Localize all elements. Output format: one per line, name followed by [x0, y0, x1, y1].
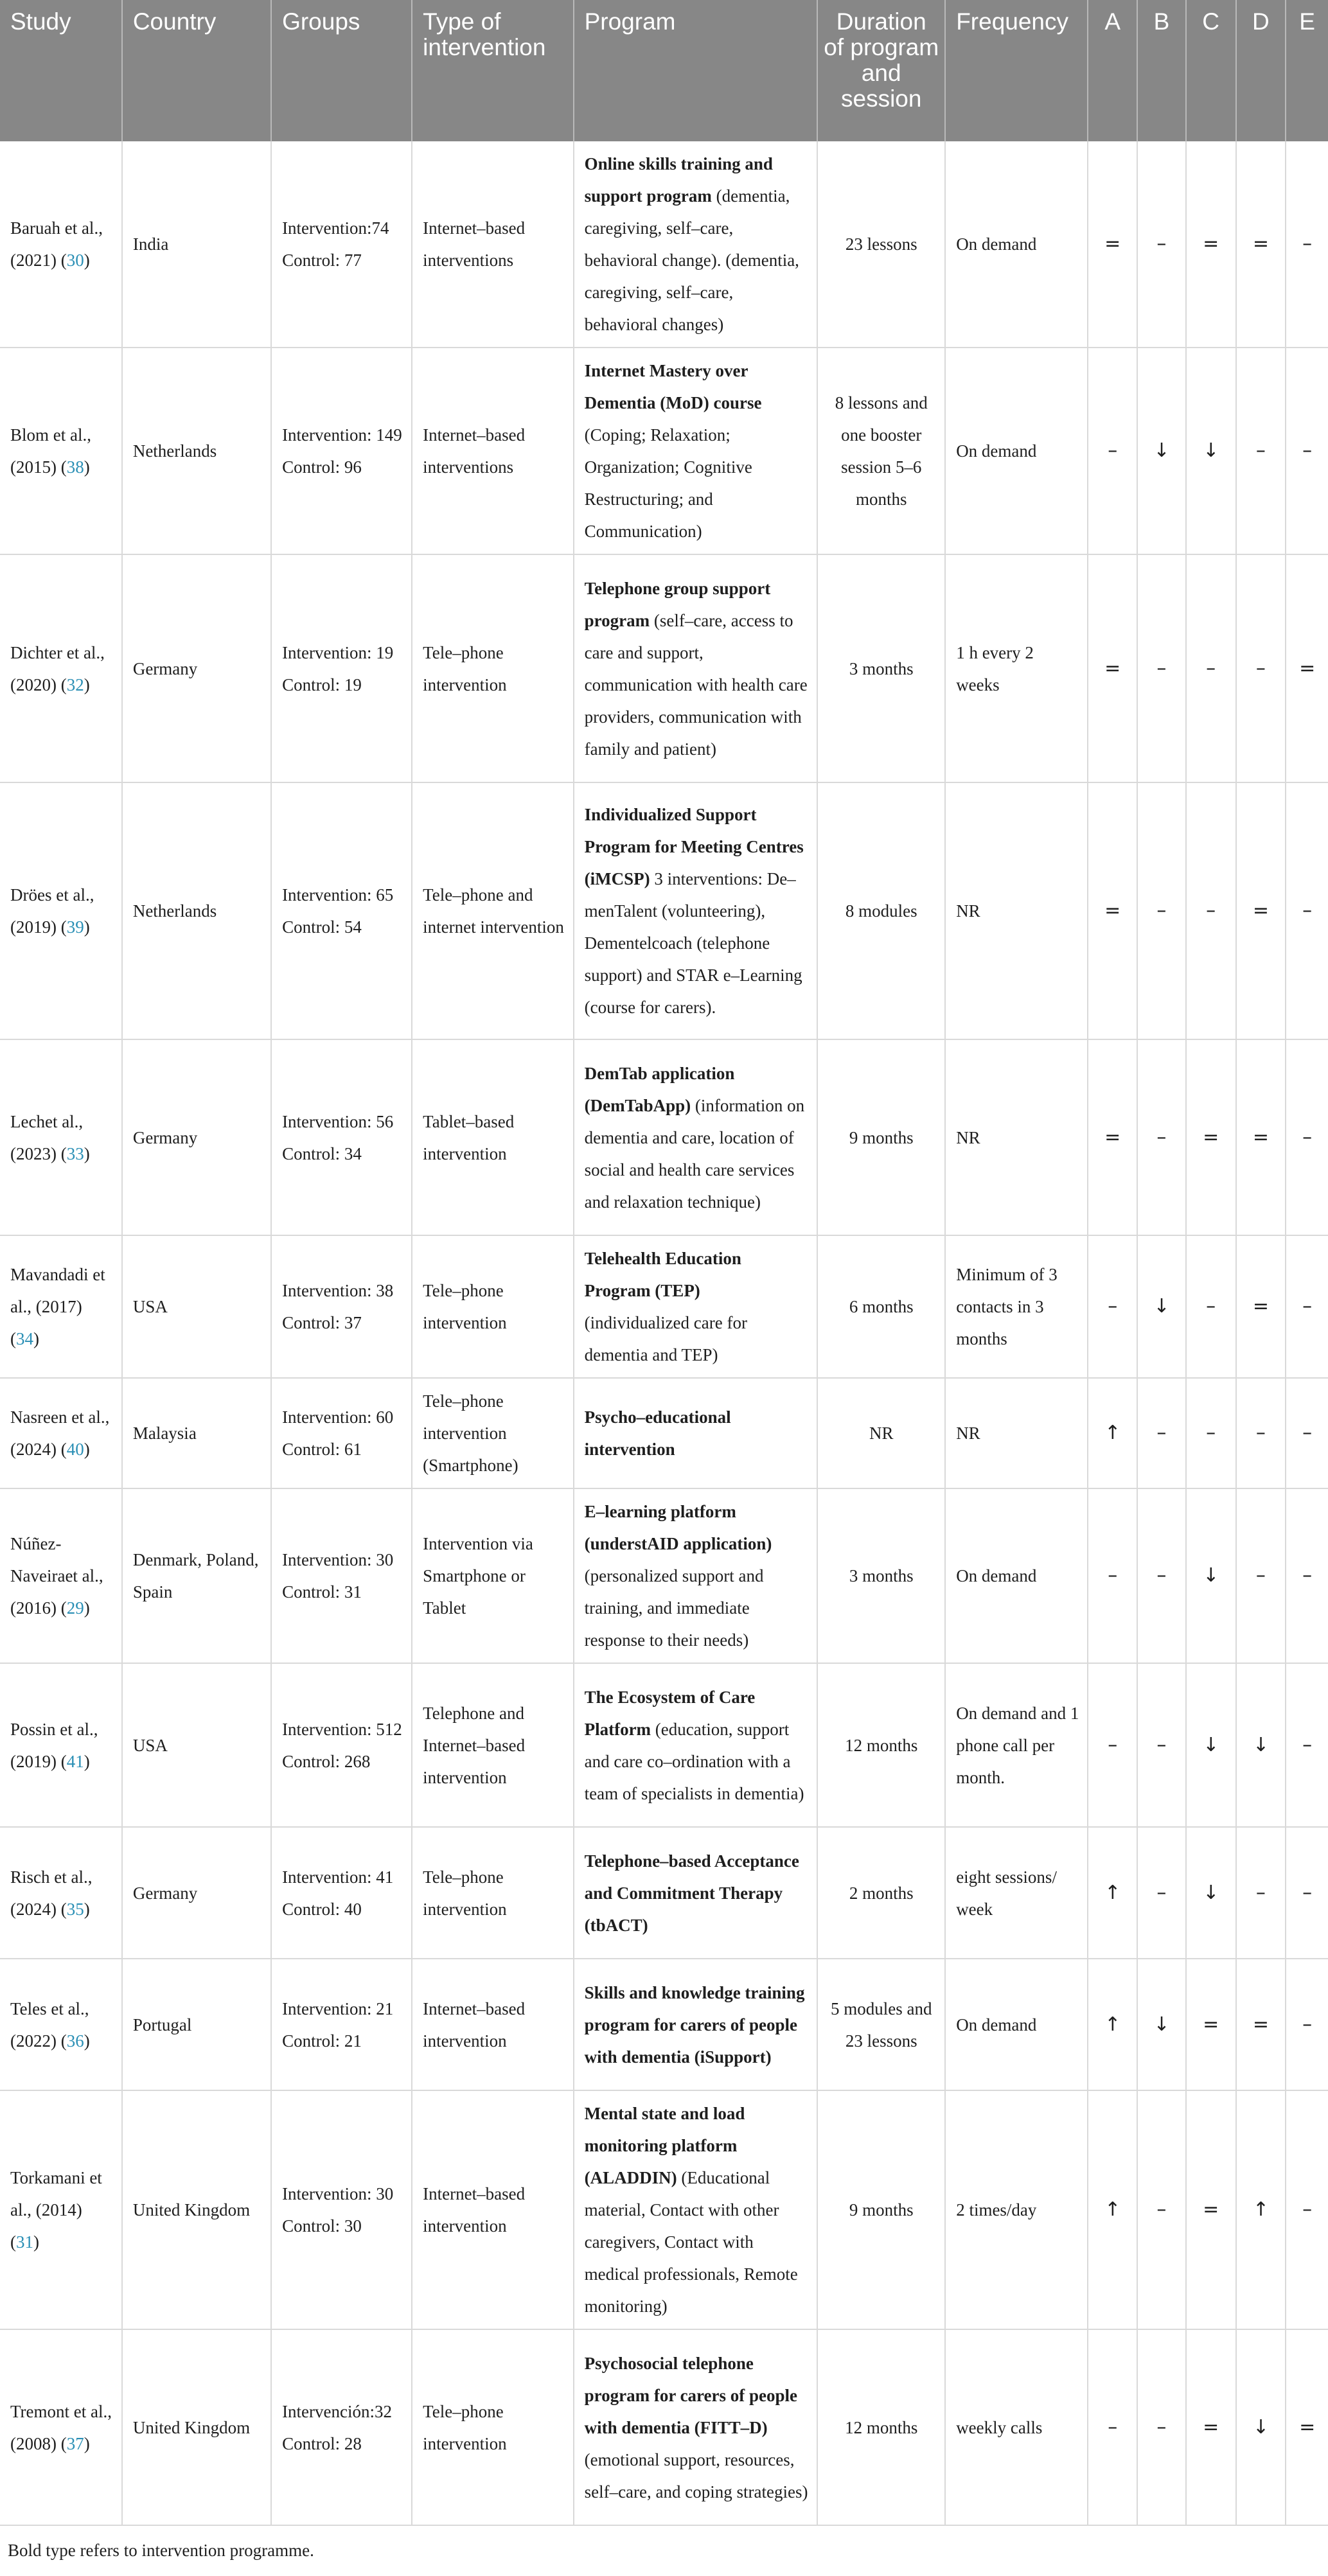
outcome-b-cell: ↓ [1137, 1959, 1186, 2090]
outcome-a-cell: – [1088, 348, 1137, 554]
type-cell: Internet–based interventions [412, 141, 573, 348]
study-cell: Blom et al., (2015) (38) [0, 348, 122, 554]
groups-cell: Intervention: 19 Control: 19 [271, 554, 412, 782]
study-name: Torkamani et al., (2014) [10, 2168, 102, 2219]
header-e: E [1286, 0, 1328, 141]
study-name: Dröes et al., (2019) [10, 885, 94, 937]
frequency-cell: eight sessions/ week [945, 1827, 1088, 1959]
study-cell: Possin et al., (2019) (41) [0, 1663, 122, 1827]
outcome-c-cell: = [1186, 1039, 1236, 1235]
table-footnote: Bold type refers to intervention programme. [8, 2541, 314, 2560]
program-description: (information on dementia and care, location of social and health care services and relaxation technique) [584, 1095, 805, 1212]
type-cell: Internet–based interventions [412, 348, 573, 554]
program-cell [574, 2329, 818, 2525]
reference-link[interactable]: 38 [66, 457, 84, 477]
duration-cell: 3 months [817, 554, 945, 782]
table-row [0, 1488, 1328, 1663]
table-row [0, 1039, 1328, 1235]
program-cell [574, 1378, 818, 1488]
outcome-a-cell: ↑ [1088, 1959, 1137, 2090]
reference-link[interactable]: 41 [66, 1751, 84, 1771]
country-cell: Netherlands [122, 782, 271, 1039]
duration-cell: 2 months [817, 1827, 945, 1959]
duration-cell: 9 months [817, 2090, 945, 2329]
header-duration: Duration of program and session [817, 0, 945, 141]
study-cell: Dröes et al., (2019) (39) [0, 782, 122, 1039]
groups-cell: Intervention: 149 Control: 96 [271, 348, 412, 554]
country-cell: USA [122, 1235, 271, 1378]
table-row [0, 1235, 1328, 1378]
program-cell [574, 1827, 818, 1959]
groups-cell: Intervention: 21 Control: 21 [271, 1959, 412, 2090]
study-name: Blom et al., (2015) [10, 425, 91, 477]
study-name: Risch et al., (2024) [10, 1867, 93, 1919]
outcome-c-cell: ↓ [1186, 1663, 1236, 1827]
reference-link[interactable]: 34 [16, 1329, 33, 1348]
program-title: Telephone–based Acceptance and Commitment Therapy (tbACT) [584, 1851, 799, 1935]
program-cell [574, 2090, 818, 2329]
table-header [0, 0, 1328, 141]
outcome-d-cell: = [1236, 1959, 1286, 2090]
country-cell: United Kingdom [122, 2329, 271, 2525]
frequency-cell: On demand and 1 phone call per month. [945, 1663, 1088, 1827]
outcome-e-cell: – [1286, 1235, 1328, 1378]
duration-cell: 12 months [817, 1663, 945, 1827]
program-title: The Ecosystem of Care Platform [584, 1687, 756, 1739]
outcome-b-cell: – [1137, 2329, 1186, 2525]
groups-cell: Intervention: 512 Control: 268 [271, 1663, 412, 1827]
table-body [0, 141, 1328, 2525]
reference-link[interactable]: 29 [66, 1598, 84, 1618]
reference-link[interactable]: 39 [66, 917, 84, 937]
study-cell: Tremont et al., (2008) (37) [0, 2329, 122, 2525]
program-description: (personalized support and training, and immediate response to their needs) [584, 1566, 764, 1650]
reference-link[interactable]: 37 [66, 2433, 84, 2453]
outcome-e-cell: – [1286, 782, 1328, 1039]
header-b: B [1137, 0, 1186, 141]
duration-cell: 8 lessons and one booster session 5–6 months [817, 348, 945, 554]
study-cell: Nasreen et al., (2024) (40) [0, 1378, 122, 1488]
study-name: Possin et al., (2019) [10, 1719, 98, 1771]
country-cell: Germany [122, 554, 271, 782]
study-name: Dichter et al., (2020) [10, 642, 105, 694]
frequency-cell: weekly calls [945, 2329, 1088, 2525]
groups-cell: Intervención:32 Control: 28 [271, 2329, 412, 2525]
outcome-e-cell: – [1286, 1488, 1328, 1663]
study-name: Mavandadi et al., (2017) [10, 1265, 105, 1316]
country-cell: Germany [122, 1827, 271, 1959]
reference-link[interactable]: 35 [66, 1899, 84, 1919]
type-cell: Intervention via Smartphone or Tablet [412, 1488, 573, 1663]
country-cell: United Kingdom [122, 2090, 271, 2329]
outcome-a-cell: ↑ [1088, 2090, 1137, 2329]
study-cell: Torkamani et al., (2014) (31) [0, 2090, 122, 2329]
program-title: Internet Mastery over Dementia (MoD) course [584, 361, 762, 412]
frequency-cell: On demand [945, 348, 1088, 554]
outcome-c-cell: – [1186, 1235, 1236, 1378]
table-row [0, 554, 1328, 782]
groups-cell: Intervention:74 Control: 77 [271, 141, 412, 348]
outcome-b-cell: – [1137, 1039, 1186, 1235]
study-cell: Baruah et al., (2021) (30) [0, 141, 122, 348]
duration-cell: 9 months [817, 1039, 945, 1235]
type-cell: Tele–phone intervention (Smartphone) [412, 1378, 573, 1488]
frequency-cell: On demand [945, 1959, 1088, 2090]
outcome-c-cell: = [1186, 141, 1236, 348]
program-title: Skills and knowledge training program for carers of people with dementia (iSupport) [584, 1982, 805, 2067]
reference-link[interactable]: 32 [66, 675, 84, 694]
outcome-d-cell: ↑ [1236, 2090, 1286, 2329]
outcome-c-cell: = [1186, 2090, 1236, 2329]
outcome-e-cell: = [1286, 2329, 1328, 2525]
program-cell [574, 141, 818, 348]
frequency-cell: On demand [945, 1488, 1088, 1663]
program-title: Psycho–educational intervention [584, 1407, 731, 1459]
header-groups: Groups [271, 0, 412, 141]
type-cell: Tele–phone intervention [412, 1235, 573, 1378]
groups-cell: Intervention: 30 Control: 31 [271, 1488, 412, 1663]
outcome-c-cell: ↓ [1186, 1488, 1236, 1663]
outcome-d-cell: – [1236, 1488, 1286, 1663]
frequency-cell: 1 h every 2 weeks [945, 554, 1088, 782]
program-description: (education, support and care co–ordination with a team of specialists in dementia) [584, 1719, 804, 1803]
program-title: Telehealth Education Program (TEP) [584, 1249, 741, 1300]
frequency-cell: Minimum of 3 contacts in 3 months [945, 1235, 1088, 1378]
program-title: DemTab application (DemTabApp) [584, 1063, 735, 1115]
duration-cell: 12 months [817, 2329, 945, 2525]
program-cell [574, 348, 818, 554]
outcome-a-cell: = [1088, 141, 1137, 348]
duration-cell: 8 modules [817, 782, 945, 1039]
outcome-e-cell: – [1286, 1039, 1328, 1235]
header-frequency: Frequency [945, 0, 1088, 141]
outcome-b-cell: – [1137, 141, 1186, 348]
program-cell [574, 1959, 818, 2090]
table-row [0, 1378, 1328, 1488]
groups-cell: Intervention: 56 Control: 34 [271, 1039, 412, 1235]
duration-cell: 23 lessons [817, 141, 945, 348]
study-name: Teles et al., (2022) [10, 1998, 89, 2051]
outcome-e-cell: – [1286, 2090, 1328, 2329]
frequency-cell: NR [945, 782, 1088, 1039]
outcome-a-cell: = [1088, 782, 1137, 1039]
duration-cell: NR [817, 1378, 945, 1488]
type-cell: Telephone and Internet–based intervention [412, 1663, 573, 1827]
header-type: Type of intervention [412, 0, 573, 141]
outcome-a-cell: – [1088, 1663, 1137, 1827]
program-description: (dementia, caregiving, self–care, behavioral change). (dementia, caregiving, self–care, behavioral changes) [584, 186, 799, 334]
header-d: D [1236, 0, 1286, 141]
program-title: Telephone group support program [584, 578, 771, 630]
program-description: (Coping; Relaxation; Organization; Cognitive Restructuring; and Communication) [584, 425, 752, 541]
country-cell: USA [122, 1663, 271, 1827]
program-title: Individualized Support Program for Meeting Centres (iMCSP) [584, 805, 804, 888]
program-description: (self–care, access to care and support, communication with health care providers, communication with family and patient) [584, 610, 808, 759]
country-cell: Germany [122, 1039, 271, 1235]
reference-link[interactable]: 36 [66, 2031, 84, 2051]
outcome-c-cell: = [1186, 2329, 1236, 2525]
outcome-d-cell: = [1236, 141, 1286, 348]
program-description: (individualized care for dementia and TEP) [584, 1313, 747, 1364]
study-cell: Mavandadi et al., (2017) (34) [0, 1235, 122, 1378]
study-cell: Teles et al., (2022) (36) [0, 1959, 122, 2090]
outcome-c-cell: – [1186, 782, 1236, 1039]
outcome-d-cell: – [1236, 554, 1286, 782]
table-row [0, 1827, 1328, 1959]
program-description: (emotional support, resources, self–care, and coping strategies) [584, 2449, 808, 2501]
duration-cell: 5 modules and 23 lessons [817, 1959, 945, 2090]
outcome-a-cell: – [1088, 1235, 1137, 1378]
table-row [0, 348, 1328, 554]
outcome-e-cell: – [1286, 141, 1328, 348]
type-cell: Tablet–based intervention [412, 1039, 573, 1235]
country-cell: Netherlands [122, 348, 271, 554]
program-description: (Educational material, Contact with other caregivers, Contact with medical professionals, Remote monitoring) [584, 2168, 798, 2316]
outcome-b-cell: – [1137, 1488, 1186, 1663]
outcome-d-cell: = [1236, 1039, 1286, 1235]
outcome-e-cell: – [1286, 1959, 1328, 2090]
outcome-b-cell: – [1137, 554, 1186, 782]
duration-cell: 6 months [817, 1235, 945, 1378]
type-cell: Internet–based intervention [412, 2090, 573, 2329]
table-row [0, 1663, 1328, 1827]
outcome-b-cell: – [1137, 1378, 1186, 1488]
outcome-b-cell: ↓ [1137, 348, 1186, 554]
program-title: Psychosocial telephone program for carers of people with dementia (FITT–D) [584, 2353, 798, 2437]
header-a: A [1088, 0, 1137, 141]
country-cell: Portugal [122, 1959, 271, 2090]
program-cell [574, 1488, 818, 1663]
outcome-c-cell: – [1186, 554, 1236, 782]
table-row [0, 141, 1328, 348]
program-title: Online skills training and support program [584, 154, 773, 206]
outcome-d-cell: = [1236, 782, 1286, 1039]
study-name: Nasreen et al., (2024) [10, 1407, 110, 1459]
country-cell: India [122, 141, 271, 348]
table-row [0, 2090, 1328, 2329]
program-cell [574, 554, 818, 782]
groups-cell: Intervention: 38 Control: 37 [271, 1235, 412, 1378]
study-name: Tremont et al., (2008) [10, 2401, 112, 2453]
outcome-c-cell: ↓ [1186, 1827, 1236, 1959]
reference-link[interactable]: 31 [16, 2232, 33, 2252]
study-cell: Dichter et al., (2020) (32) [0, 554, 122, 782]
outcome-a-cell: = [1088, 1039, 1137, 1235]
header-country: Country [122, 0, 271, 141]
type-cell: Tele–phone intervention [412, 1827, 573, 1959]
outcome-c-cell: – [1186, 1378, 1236, 1488]
groups-cell: Intervention: 65 Control: 54 [271, 782, 412, 1039]
frequency-cell: NR [945, 1378, 1088, 1488]
groups-cell: Intervention: 30 Control: 30 [271, 2090, 412, 2329]
duration-cell: 3 months [817, 1488, 945, 1663]
outcome-a-cell: ↑ [1088, 1827, 1137, 1959]
outcome-c-cell: = [1186, 1959, 1236, 2090]
study-name: Baruah et al., (2021) [10, 218, 103, 270]
outcome-d-cell: – [1236, 1827, 1286, 1959]
table-row [0, 782, 1328, 1039]
program-cell [574, 1235, 818, 1378]
program-title: Mental state and load monitoring platform (ALADDIN) [584, 2104, 745, 2187]
program-cell [574, 782, 818, 1039]
outcome-c-cell: ↓ [1186, 348, 1236, 554]
outcome-b-cell: ↓ [1137, 1235, 1186, 1378]
outcome-a-cell: – [1088, 2329, 1137, 2525]
type-cell: Tele–phone intervention [412, 2329, 573, 2525]
study-name: Núñez-Naveiraet al., (2016) [10, 1534, 103, 1618]
header-study: Study [0, 0, 122, 141]
outcome-b-cell: – [1137, 1663, 1186, 1827]
program-cell [574, 1663, 818, 1827]
outcome-d-cell: = [1236, 1235, 1286, 1378]
program-description: 3 interventions: De–menTalent (volunteering), Dementelcoach (telephone support) and STAR e–Learning (course for carers). [584, 869, 802, 1017]
outcome-b-cell: – [1137, 782, 1186, 1039]
country-cell: Malaysia [122, 1378, 271, 1488]
groups-cell: Intervention: 60 Control: 61 [271, 1378, 412, 1488]
reference-link[interactable]: 33 [66, 1143, 84, 1163]
outcome-d-cell: ↓ [1236, 2329, 1286, 2525]
type-cell: Internet–based intervention [412, 1959, 573, 2090]
outcome-d-cell: – [1236, 348, 1286, 554]
study-cell: Lechet al., (2023) (33) [0, 1039, 122, 1235]
outcome-d-cell: – [1236, 1378, 1286, 1488]
outcome-e-cell: – [1286, 1378, 1328, 1488]
frequency-cell: 2 times/day [945, 2090, 1088, 2329]
header-c: C [1186, 0, 1236, 141]
program-title: E–learning platform (understAID application) [584, 1502, 772, 1553]
outcome-b-cell: – [1137, 1827, 1186, 1959]
study-cell: Núñez-Naveiraet al., (2016) (29) [0, 1488, 122, 1663]
frequency-cell: NR [945, 1039, 1088, 1235]
outcome-e-cell: – [1286, 348, 1328, 554]
study-cell: Risch et al., (2024) (35) [0, 1827, 122, 1959]
header-program: Program [574, 0, 818, 141]
outcome-a-cell: ↑ [1088, 1378, 1137, 1488]
study-name: Lechet al., (2023) [10, 1111, 84, 1163]
outcome-b-cell: – [1137, 2090, 1186, 2329]
outcome-d-cell: ↓ [1236, 1663, 1286, 1827]
table-row [0, 1959, 1328, 2090]
type-cell: Tele–phone and internet intervention [412, 782, 573, 1039]
table-row [0, 2329, 1328, 2525]
groups-cell: Intervention: 41 Control: 40 [271, 1827, 412, 1959]
reference-link[interactable]: 40 [66, 1440, 84, 1459]
outcome-a-cell: – [1088, 1488, 1137, 1663]
country-cell: Denmark, Poland, Spain [122, 1488, 271, 1663]
outcome-a-cell: = [1088, 554, 1137, 782]
reference-link[interactable]: 30 [66, 251, 84, 270]
outcome-e-cell: = [1286, 554, 1328, 782]
frequency-cell: On demand [945, 141, 1088, 348]
program-cell [574, 1039, 818, 1235]
outcome-e-cell: – [1286, 1827, 1328, 1959]
outcome-e-cell: – [1286, 1663, 1328, 1827]
type-cell: Tele–phone intervention [412, 554, 573, 782]
